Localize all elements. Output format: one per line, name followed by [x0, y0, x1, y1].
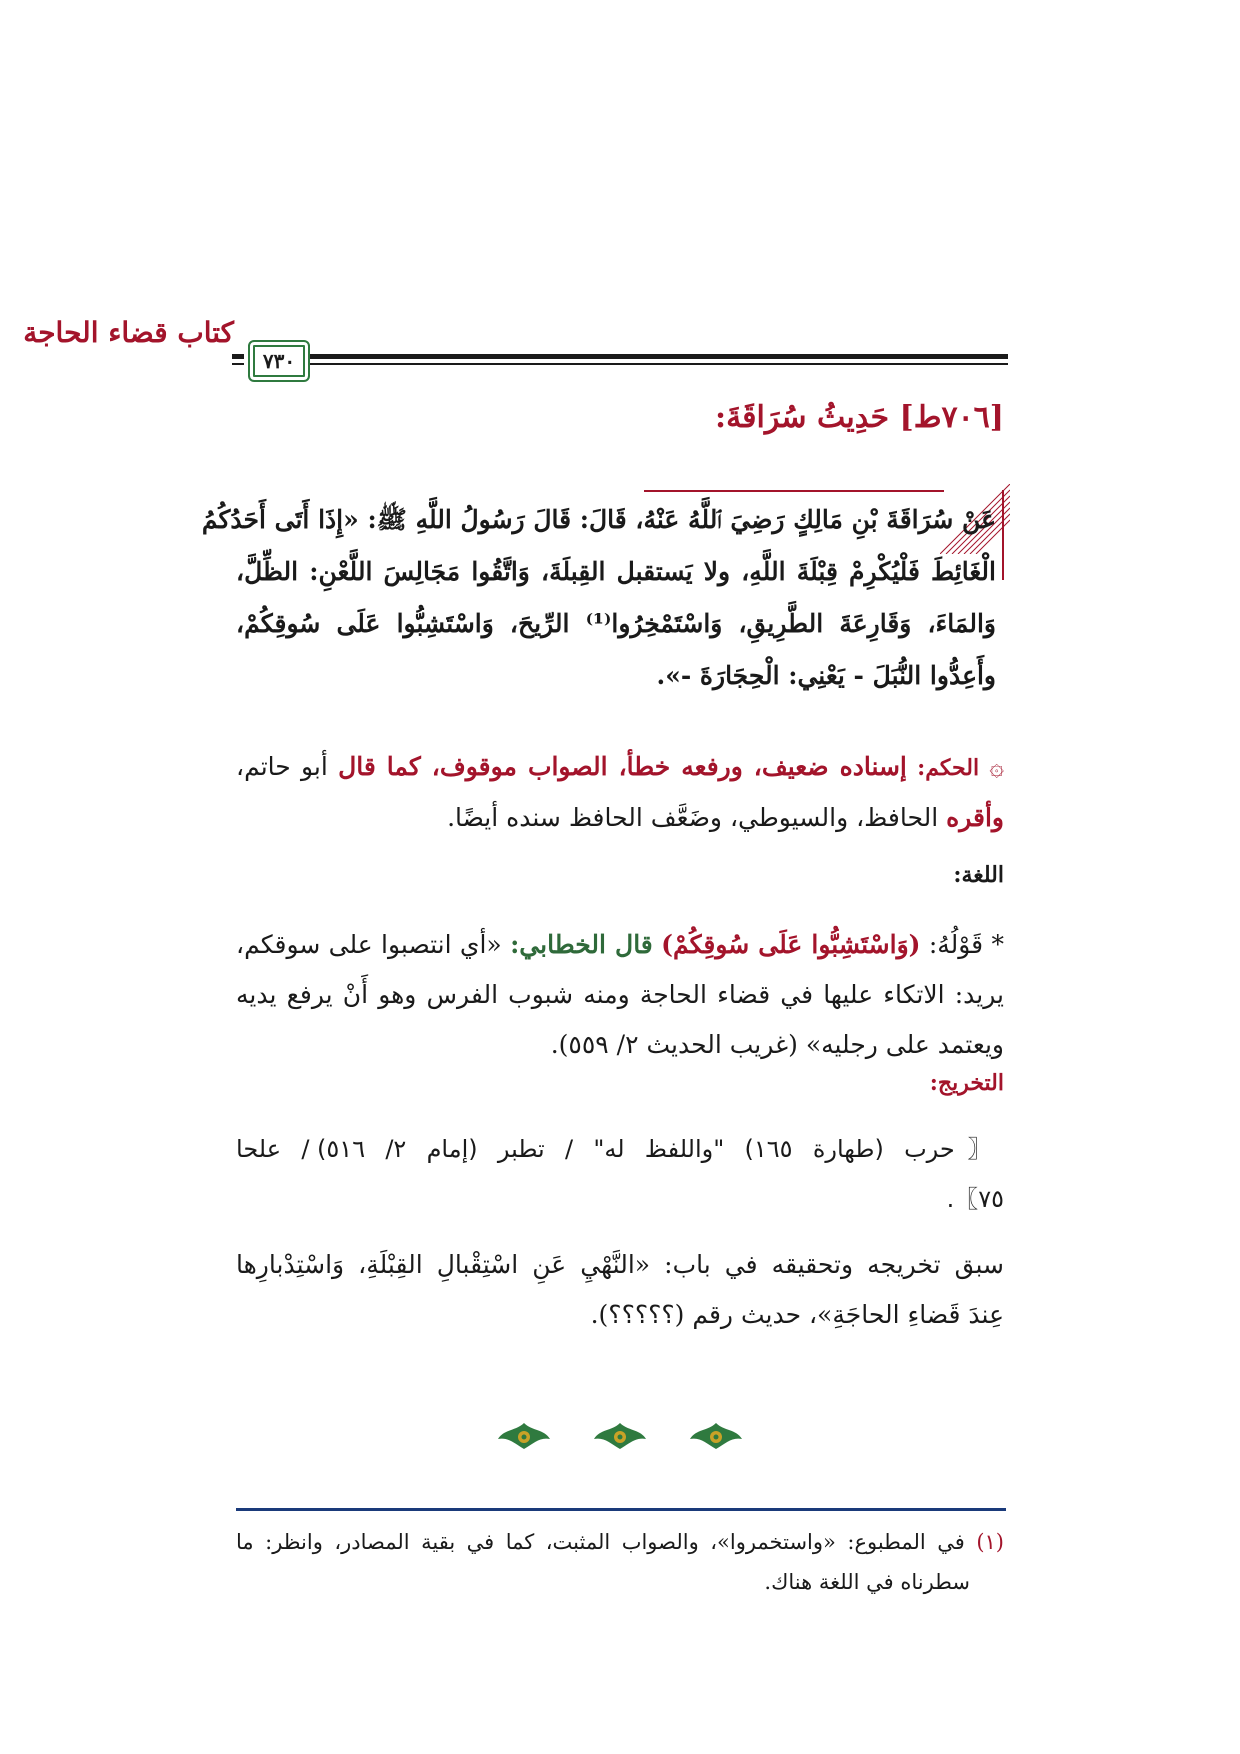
ruling-line [236, 742, 1004, 793]
language-line: يريد: الاتكاء عليها في قضاء الحاجة ومنه شبوب الفرس وهو أَنْ يرفع يديه [236, 980, 1004, 1009]
ruling-section [236, 742, 1004, 843]
language-marker: * قَوْلُهُ: [928, 930, 1004, 959]
language-line: ويعتمد على رجليه» (غريب الحديث ٢/ ٥٥٩). [550, 1030, 1004, 1059]
ruling-text: أبو حاتم، [236, 752, 328, 781]
language-label: اللغة: [953, 862, 1004, 888]
footnote-text: في المطبوع: «واستخمروا»، والصواب المثبت، كما في بقية المصادر، وانظر: ما [236, 1530, 965, 1554]
hadith-text [201, 494, 997, 702]
footnote-number: (١) [976, 1530, 1004, 1554]
ornament-icon [592, 1419, 648, 1453]
hadith-box [201, 490, 1004, 710]
hadith-heading: [٧٠٦ط] حَدِيثُ سُرَاقَةَ: [715, 400, 1004, 435]
language-quote: (وَاسْتَشِبُّوا عَلَى سُوقِكُمْ) [661, 930, 921, 959]
takhrij-line: 〖حرب (طهارة ١٦٥) "واللفظ له" / تطبر (إمام ٢/ ٥١٦) / علحا [236, 1135, 1004, 1163]
ornament-icon [496, 1419, 552, 1453]
box-top-line [644, 490, 944, 492]
header-rule-short [232, 354, 244, 368]
language-text: «أي انتصبوا على سوقكم، [236, 930, 502, 959]
takhrij-label: التخريج: [929, 1070, 1004, 1096]
ruling-text-red: إسناده ضعيف، ورفعه خطأ، الصواب موقوف، كما قال [338, 752, 907, 781]
ruling-text: الحافظ، والسيوطي، وضَعَّف الحافظ سنده أيضًا. [447, 803, 939, 832]
book-title: كتاب قضاء الحاجة [23, 316, 234, 349]
previous-line: سبق تخريجه وتحقيقه في باب: «النَّهْيِ عَنِ اسْتِقْبالِ القِبْلَةِ، وَاسْتِدْبارِها [236, 1250, 1004, 1279]
flower-bullet-icon: ۞ [989, 752, 1004, 781]
ornament-icon [688, 1419, 744, 1453]
previous-line: عِندَ قَضاءِ الحاجَةِ»، حديث رقم (؟؟؟؟؟). [590, 1300, 1004, 1329]
page-number: ٧٣٠ [262, 349, 296, 373]
section-divider-ornaments [496, 1416, 744, 1456]
hadith-line: وَالمَاءَ، وَقَارِعَةَ الطَّرِيقِ، وَاسْتَمْخِرُوا⁽¹⁾ الرِّيحَ، وَاسْتَشِبُّوا عَلَى سُوقِكُمْ، [236, 609, 997, 638]
ruling-line [236, 793, 1004, 843]
language-line [236, 920, 1004, 970]
language-section [236, 920, 1004, 1070]
footnote-line: سطرناه في اللغة هناك. [764, 1570, 970, 1594]
hadith-line: عَنْ سُرَاقَةَ بْنِ مَالِكٍ رَضِيَ ٱللَّهُ عَنْهُ، قَالَ: قَالَ رَسُولُ اللَّهِ ﷺ: «إِذَا أَتَى أَحَدُكُمُ [201, 505, 996, 534]
footnote-line [236, 1522, 1004, 1562]
hadith-line: وأَعِدُّوا النُّبَلَ - يَعْنِي: الْحِجَارَةَ -». [656, 661, 996, 690]
language-attribution: قال الخطابي: [510, 930, 653, 959]
header-rule [308, 354, 1008, 368]
hadith-line: الْغَائِطَ فَلْيُكْرِمْ قِبْلَةَ اللَّهِ، ولا يَستقبل القِبلَةَ، وَاتَّقُوا مَجَالِسَ اللَّعْنِ: الظِّلَّ، [236, 557, 996, 586]
footnote [236, 1522, 1004, 1602]
ruling-text-red: وأقره [946, 803, 1004, 832]
takhrij-section [236, 1124, 1004, 1224]
ruling-label: الحكم: [917, 755, 980, 781]
takhrij-line: ٧٥〗. [946, 1185, 1004, 1213]
footnote-rule [236, 1508, 1006, 1511]
page-number-badge [248, 340, 310, 382]
previous-section [236, 1240, 1004, 1340]
